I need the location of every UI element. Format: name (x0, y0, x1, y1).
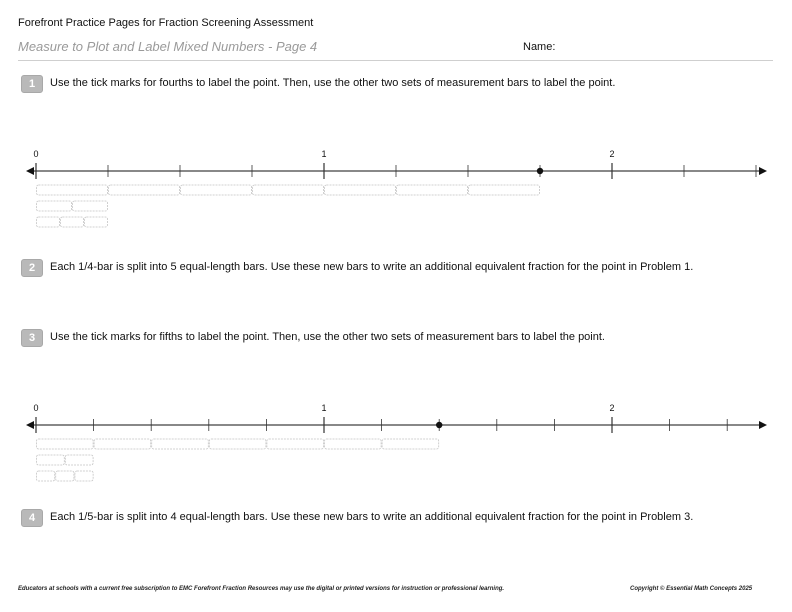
number-line-1 (0, 140, 792, 235)
measurement-bar (37, 471, 55, 481)
measurement-bar (56, 471, 74, 481)
axis-arrow-right (759, 167, 767, 175)
number-line-2 (0, 394, 792, 489)
plotted-point (537, 168, 543, 174)
axis-arrow-left (26, 421, 34, 429)
measurement-bar (37, 455, 65, 465)
footer-copyright: Copyright © Essential Math Concepts 2025 (630, 586, 753, 592)
measurement-bar (382, 439, 439, 449)
measurement-bar (65, 455, 93, 465)
measurement-bar (397, 185, 468, 195)
axis-arrow-right (759, 421, 767, 429)
measurement-bar (109, 185, 180, 195)
measurement-bar (75, 471, 93, 481)
question-4-text: Each 1/5-bar is split into 4 equal-length bars. Use these new bars to write an additional equivalent fraction for the point in Problem 3. (50, 511, 694, 523)
header-divider (18, 60, 773, 61)
measurement-bar (152, 439, 209, 449)
measurement-bar (469, 185, 540, 195)
measurement-bar (181, 185, 252, 195)
tick-label-2: 2 (609, 403, 615, 413)
tick-label-1: 1 (321, 149, 327, 159)
header-title: Forefront Practice Pages for Fraction Screening Assessment (18, 17, 314, 29)
name-label: Name: (523, 41, 556, 53)
tick-label-2: 2 (609, 149, 615, 159)
plotted-point (436, 422, 442, 428)
measurement-bar (325, 439, 382, 449)
measurement-bar (94, 439, 151, 449)
question-4-number: 4 (21, 509, 43, 527)
question-2-number: 2 (21, 259, 43, 277)
page-subtitle: Measure to Plot and Label Mixed Numbers - Page 4 (18, 39, 318, 54)
measurement-bar (37, 201, 72, 211)
measurement-bar (325, 185, 396, 195)
tick-label-0: 0 (33, 149, 39, 159)
axis-arrow-left (26, 167, 34, 175)
measurement-bar (209, 439, 266, 449)
measurement-bar (253, 185, 324, 195)
measurement-bar (73, 201, 108, 211)
question-2-text: Each 1/4-bar is split into 5 equal-length bars. Use these new bars to write an additional equivalent fraction for the point in Problem 1. (50, 261, 694, 273)
measurement-bar (267, 439, 324, 449)
footer-license-note: Educators at schools with a current free subscription to EMC Forefront Fraction Resources may use the digital or printed versions for instruction or professional learning. (18, 586, 505, 592)
measurement-bar (84, 217, 107, 227)
measurement-bar (60, 217, 83, 227)
tick-label-0: 0 (33, 403, 39, 413)
measurement-bar (37, 185, 108, 195)
measurement-bar (37, 217, 60, 227)
measurement-bar (37, 439, 94, 449)
tick-label-1: 1 (321, 403, 327, 413)
question-3-number: 3 (21, 329, 43, 347)
question-1-text: Use the tick marks for fourths to label the point. Then, use the other two sets of measurement bars to label the point. (50, 77, 616, 89)
question-3-text: Use the tick marks for fifths to label the point. Then, use the other two sets of measurement bars to label the point. (50, 331, 605, 343)
question-1-number: 1 (21, 75, 43, 93)
